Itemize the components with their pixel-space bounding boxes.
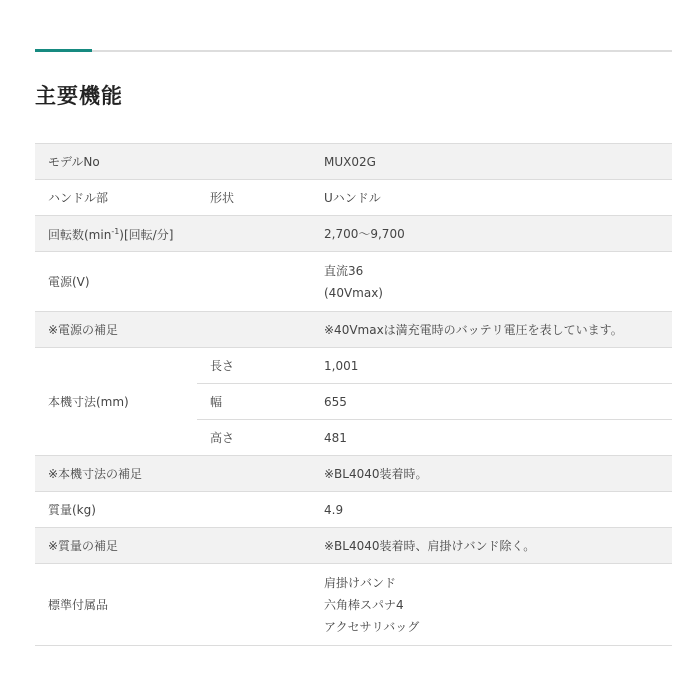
power-sub bbox=[197, 252, 311, 312]
power-value-line2: (40Vmax) bbox=[324, 285, 383, 300]
weight-label: 質量(kg) bbox=[35, 492, 197, 528]
accessory-item: 肩掛けバンド bbox=[324, 575, 397, 590]
dims-height-value: 481 bbox=[311, 420, 672, 456]
accessories-label: 標準付属品 bbox=[35, 564, 197, 646]
handle-sub-label: 形状 bbox=[197, 180, 311, 216]
rpm-label-sup: -1 bbox=[111, 227, 120, 236]
row-power-note bbox=[35, 312, 672, 348]
weight-note-value: ※BL4040装着時、肩掛けバンド除く。 bbox=[311, 528, 672, 564]
rpm-label-pre: 回転数(min bbox=[48, 228, 112, 242]
row-rpm bbox=[35, 216, 672, 252]
dims-note-value: ※BL4040装着時。 bbox=[311, 456, 672, 492]
handle-value: Uハンドル bbox=[311, 180, 672, 216]
model-value: MUX02G bbox=[311, 144, 672, 180]
power-label: 電源(V) bbox=[35, 252, 197, 312]
model-sub bbox=[197, 144, 311, 180]
dims-note-label: ※本機寸法の補足 bbox=[35, 456, 197, 492]
rpm-sub bbox=[197, 216, 311, 252]
power-note-sub bbox=[197, 312, 311, 348]
accessories-value bbox=[311, 564, 672, 646]
dims-label: 本機寸法(mm) bbox=[35, 348, 197, 456]
section-title: 主要機能 bbox=[35, 84, 123, 108]
dims-length-label: 長さ bbox=[197, 348, 311, 384]
row-power bbox=[35, 252, 672, 312]
row-model bbox=[35, 144, 672, 180]
power-value-line1: 直流36 bbox=[324, 263, 364, 278]
row-dims-note bbox=[35, 456, 672, 492]
row-dims-length bbox=[35, 348, 672, 384]
dims-height-label: 高さ bbox=[197, 420, 311, 456]
weight-sub bbox=[197, 492, 311, 528]
power-note-value: ※40Vmaxは満充電時のバッテリ電圧を表しています。 bbox=[311, 312, 672, 348]
weight-note-label: ※質量の補足 bbox=[35, 528, 197, 564]
rpm-value: 2,700〜9,700 bbox=[311, 216, 672, 252]
model-label: モデルNo bbox=[35, 144, 197, 180]
row-handle bbox=[35, 180, 672, 216]
dims-length-value: 1,001 bbox=[311, 348, 672, 384]
top-accent-bar bbox=[35, 49, 92, 52]
power-value bbox=[311, 252, 672, 312]
spec-table bbox=[35, 143, 672, 646]
row-weight bbox=[35, 492, 672, 528]
row-weight-note bbox=[35, 528, 672, 564]
handle-label: ハンドル部 bbox=[35, 180, 197, 216]
power-note-label: ※電源の補足 bbox=[35, 312, 197, 348]
top-divider bbox=[35, 50, 672, 52]
row-accessories bbox=[35, 564, 672, 646]
weight-value: 4.9 bbox=[311, 492, 672, 528]
dims-width-value: 655 bbox=[311, 384, 672, 420]
accessories-sub bbox=[197, 564, 311, 646]
accessory-item: アクセサリバッグ bbox=[324, 619, 420, 634]
dims-width-label: 幅 bbox=[197, 384, 311, 420]
accessory-item: 六角棒スパナ4 bbox=[324, 597, 404, 612]
dims-note-sub bbox=[197, 456, 311, 492]
weight-note-sub bbox=[197, 528, 311, 564]
rpm-label bbox=[35, 216, 197, 252]
rpm-label-post: )[回転/分] bbox=[119, 228, 174, 242]
